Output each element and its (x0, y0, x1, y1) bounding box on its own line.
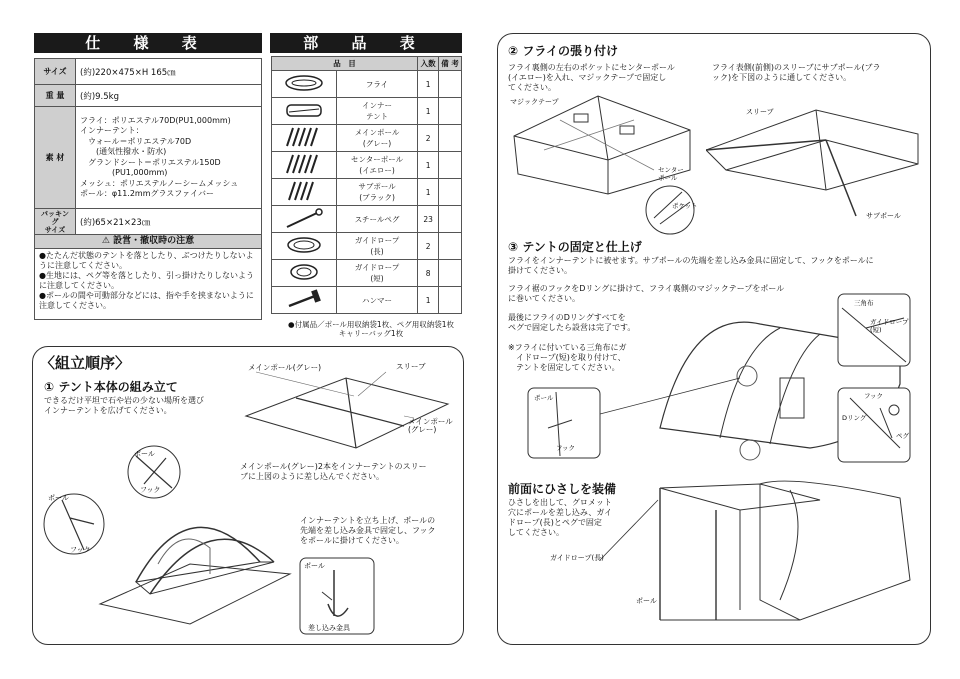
spec-key: 素 材 (35, 107, 76, 209)
pole-label: ポール (134, 450, 155, 458)
magic-tape-label: マジックテープ (510, 98, 559, 106)
caution-item: ●たたんだ状態のテントを落としたり、ぶつけたりしないように注意してください。 (39, 251, 254, 270)
spec-title: 仕 様 表 (34, 33, 262, 53)
pole-label-2: ポール (48, 494, 69, 502)
guy-long-label: ガイドロープ(長) (550, 554, 604, 562)
hook-label: フック (140, 486, 161, 494)
awning-pole-label: ポール (636, 597, 657, 605)
part-name: インナー テント (337, 98, 418, 125)
spec-key: サイズ (35, 59, 76, 85)
sleeve-label-2: スリーブ (746, 108, 774, 116)
step3-text3: 最後にフライのDリングすべてを ペグで固定したら設営は完了です。 (508, 313, 636, 332)
insert-fitting-label: 差し込み金具 (308, 624, 350, 632)
peg-label: ペグ (896, 432, 909, 440)
spec-table (34, 58, 262, 236)
part-qty: 2 (418, 233, 439, 260)
awning-title: 前面にひさしを装備 (508, 482, 617, 496)
parts-header-item: 品 目 (272, 57, 418, 71)
step1-text2: メインポール(グレー)2本をインナーテントのスリー ブに上図のように差し込んでください。 (240, 462, 427, 481)
part-name: センターポール (イエロー) (337, 152, 418, 179)
hammer-icon (272, 287, 337, 314)
spec-key: パッキング サイズ (35, 209, 76, 236)
awning-diagram (540, 470, 920, 636)
steel-peg-icon (272, 206, 337, 233)
step1-title: ① テント本体の組み立て (44, 380, 178, 394)
part-name: ガイドロープ (短) (337, 260, 418, 287)
spec-value: (約)220×475×H 165㎝ (76, 59, 262, 85)
guy-short-label: ガイドロープ(短) (870, 318, 909, 334)
parts-title: 部 品 表 (270, 33, 462, 53)
triangle-label: 三角布 (854, 299, 874, 307)
step3-title: ③ テントの固定と仕上げ (508, 240, 642, 254)
part-qty: 1 (418, 287, 439, 314)
center-pole-icon (272, 152, 337, 179)
caution-item: ●生地には、ペグ等を落としたり、引っ掛けたりしないように注意してください。 (39, 271, 254, 290)
part-qty: 1 (418, 179, 439, 206)
spec-key: 重 量 (35, 85, 76, 107)
parts-table (271, 56, 462, 314)
part-qty: 1 (418, 152, 439, 179)
guy-rope-short-icon (272, 260, 337, 287)
main-pole-label-2: メインポール(グレー) (408, 417, 453, 434)
spec-value: (約)65×21×23㎝ (76, 209, 262, 236)
part-name: ガイドロープ (長) (337, 233, 418, 260)
center-pole-label: センターポール (658, 166, 684, 182)
part-qty: 23 (418, 206, 439, 233)
part-qty: 8 (418, 260, 439, 287)
guy-rope-long-icon (272, 233, 337, 260)
part-name: フライ (337, 71, 418, 98)
hook-label-4: フック (556, 444, 576, 452)
parts-note: ●付属品／ポール用収納袋1枚、ペグ用収納袋1枚 キャリーバッグ1枚 (288, 320, 454, 338)
caution-title: ⚠ 設営・撤収時の注意 (35, 235, 261, 249)
assembly-title: 〈組立順序〉 (40, 354, 131, 372)
part-qty: 2 (418, 125, 439, 152)
step3-text4: ※フライに付いている三角布にガ イドロープ(短)を取り付けて、 テントを固定してください。 (508, 343, 627, 372)
hook-label-3: フック (864, 392, 884, 400)
parts-header-qty: 入数 (418, 57, 439, 71)
step2-fly-diagram-1 (504, 90, 710, 236)
hook-label-2: フック (70, 546, 91, 554)
part-name: ハンマー (337, 287, 418, 314)
part-qty: 1 (418, 71, 439, 98)
step3-text2: フライ裾のフックをDリングに掛けて、フライ裏側のマジックテープをポール に巻いてください。 (508, 284, 785, 303)
step3-tent-diagram (520, 288, 920, 468)
pole-label-3: ポール (304, 562, 325, 570)
caution-box (34, 234, 262, 320)
step3-text1: フライをインナーテントに被せます。サブポールの先端を差し込み金具に固定して、フックをポールに 掛けてください。 (508, 256, 874, 275)
sub-pole-icon (272, 179, 337, 206)
spec-value: フライ：ポリエステル70D(PU1,000mm) インナーテント： ウォール＝ポリエステル70D (通気性撥水・防水) グランドシート＝ポリエステル150D (PU1,000mm) メッシュ：ポリエステルノーシームメッシュ ポール：φ11.2mmグラスファイバー (76, 107, 262, 209)
part-name: スチールペグ (337, 206, 418, 233)
step2-fly-diagram-2 (706, 90, 924, 230)
part-name: メインポール (グレー) (337, 125, 418, 152)
step1-text3: インナーテントを立ち上げ、ポールの 先端を差し込み金具で固定し、フック をポールに掛けてください。 (300, 516, 436, 545)
parts-header-note: 備 考 (439, 57, 462, 71)
step1-text1: できるだけ平坦で石や岩の少ない場所を選び インナーテントを広げてください。 (44, 396, 204, 415)
step2-text1: フライ裏側の左右のポケットにセンターポール (イエロー)を入れ、マジックテープで固定し てください。 (508, 63, 675, 92)
step1-tent-diagram (40, 444, 300, 634)
pole-label-4: ポール (534, 394, 554, 402)
step1-ground-diagram (236, 356, 460, 456)
main-pole-icon (272, 125, 337, 152)
spec-value: (約)9.5kg (76, 85, 262, 107)
main-pole-label: メインポール(グレー) (248, 363, 322, 372)
sub-pole-label: サブポール (866, 212, 901, 220)
awning-text: ひさしを出して、グロメット 穴にポールを差し込み、ガイ ドロープ(長)とペグで固定 してください。 (508, 498, 613, 537)
caution-item: ●ポールの間や可動部分などには、指や手を挟まないように注意してください。 (39, 291, 254, 310)
part-name: サブポール (ブラック) (337, 179, 418, 206)
fly-icon (272, 71, 337, 98)
step1-fitting-diagram (298, 556, 378, 638)
pocket-label: ポケット (672, 202, 698, 210)
inner-tent-icon (272, 98, 337, 125)
step2-text2: フライ表側(前側)のスリーブにサブポール(ブラ ック)を下図のように通してください。 (712, 63, 881, 82)
part-qty: 1 (418, 98, 439, 125)
d-ring-label: Dリング (842, 414, 867, 422)
step2-title: ② フライの張り付け (508, 44, 618, 58)
sleeve-label: スリーブ (396, 362, 426, 371)
